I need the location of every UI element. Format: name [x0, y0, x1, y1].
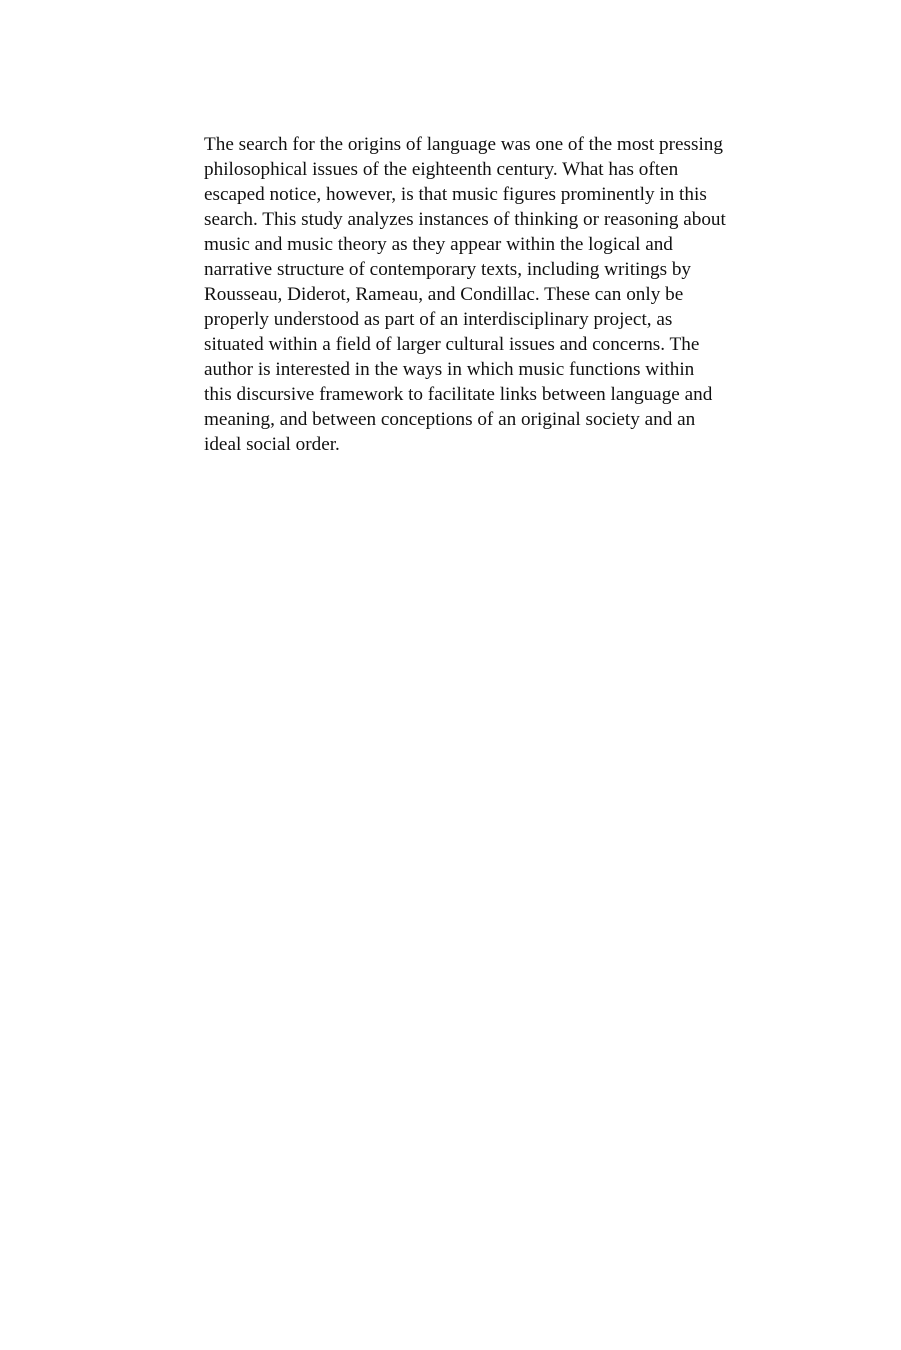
paragraph-line: properly understood as part of an interdisciplinary project, as [204, 309, 673, 330]
paragraph-line: escaped notice, however, is that music figures prominently in this [204, 184, 707, 205]
paragraph-line: ideal social order. [204, 434, 340, 455]
paragraph-line: philosophical issues of the eighteenth century. What has often [204, 159, 679, 180]
paragraph-line: The search for the origins of language was one of the most pressing [204, 134, 723, 155]
paragraph-line: music and music theory as they appear within the logical and [204, 234, 673, 255]
paragraph-line: meaning, and between conceptions of an original society and an [204, 409, 696, 430]
book-description-paragraph [204, 132, 804, 457]
paragraph-line: situated within a field of larger cultural issues and concerns. The [204, 334, 700, 355]
paragraph-line: narrative structure of contemporary texts, including writings by [204, 259, 692, 280]
paragraph-line: author is interested in the ways in which music functions within [204, 359, 695, 380]
paragraph-line: search. This study analyzes instances of thinking or reasoning about [204, 209, 726, 230]
paragraph-line: Rousseau, Diderot, Rameau, and Condillac. These can only be [204, 284, 684, 305]
paragraph-line: this discursive framework to facilitate links between language and [204, 384, 713, 405]
